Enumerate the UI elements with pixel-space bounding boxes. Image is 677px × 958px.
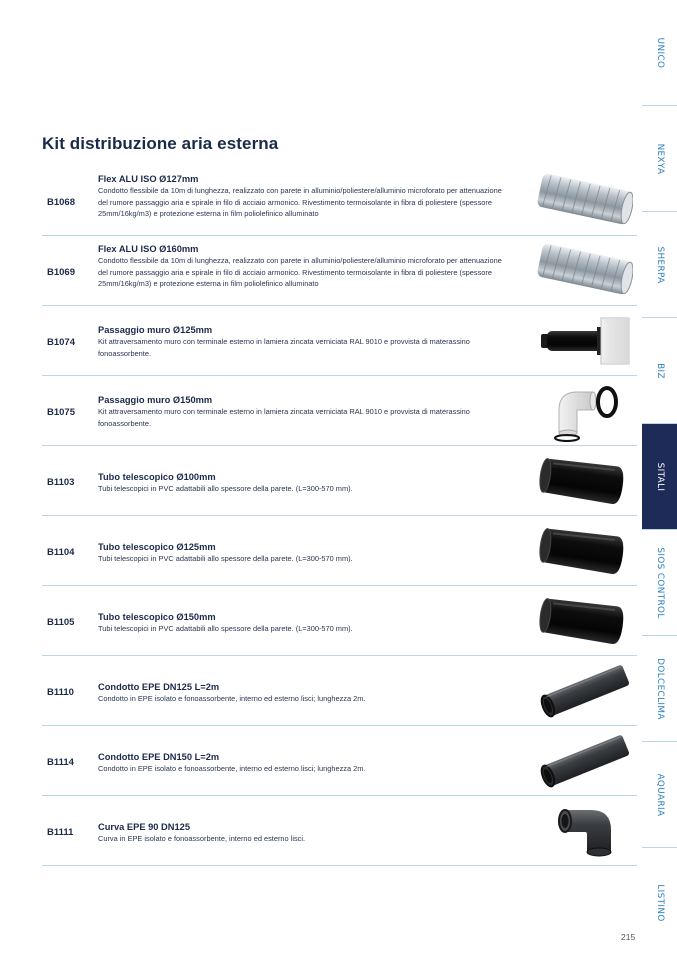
page-number: 215 (621, 932, 636, 942)
epe-pipe-icon (537, 730, 633, 792)
page-title: Kit distribuzione aria esterna (42, 134, 279, 153)
tab-unico[interactable] (642, 0, 677, 106)
tab-sios-control[interactable] (642, 530, 677, 636)
product-table (42, 166, 637, 866)
product-name: Tubo telescopico Ø150mm (98, 612, 216, 622)
product-name: Condotto EPE DN125 L=2m (98, 682, 220, 692)
tab-label: BIZ (654, 362, 665, 379)
product-code: B1105 (47, 617, 75, 628)
product-description: Condotto flessibile da 10m di lunghezza, realizzato con parete in alluminio/poliestere/alluminio microforato per attenuazione del rumore passaggio aria e spirale in filo di acciaio armonico. Rivestimento termoisolante in fibra di poliestere (spessore 25mm/16kg/m3) e protezione esterna in film poliolefinico alluminato (98, 256, 502, 289)
product-description: Curva in EPE isolato e fonoassorbente, interno ed esterno lisci. (98, 834, 306, 843)
tab-label: SIOS CONTROL (654, 546, 665, 619)
product-code: B1074 (47, 337, 75, 348)
flex-duct-icon (537, 238, 633, 300)
tab-dolceclima[interactable] (642, 636, 677, 742)
product-row (42, 796, 637, 866)
product-code: B1104 (47, 547, 75, 558)
product-row (42, 516, 637, 586)
product-row (42, 726, 637, 796)
product-name: Flex ALU ISO Ø160mm (98, 244, 199, 254)
product-description: Tubi telescopici in PVC adattabili allo spessore della parete. (L=300-570 mm). (98, 484, 353, 493)
product-description: Condotto in EPE isolato e fonoassorbente, interno ed esterno lisci; lunghezza 2m. (98, 764, 366, 773)
tab-label: SHERPA (654, 245, 665, 284)
epe-pipe-icon (537, 660, 633, 722)
tab-sitali[interactable] (642, 424, 677, 530)
tab-nexya[interactable] (642, 106, 677, 212)
product-description: Condotto in EPE isolato e fonoassorbente, interno ed esterno lisci; lunghezza 2m. (98, 694, 366, 703)
product-description: Tubi telescopici in PVC adattabili allo spessore della parete. (L=300-570 mm). (98, 554, 353, 563)
product-name: Condotto EPE DN150 L=2m (98, 752, 220, 762)
tab-label: SITALI (654, 462, 665, 491)
product-name: Flex ALU ISO Ø127mm (98, 174, 199, 184)
product-code: B1069 (47, 267, 75, 278)
tab-aquaria[interactable] (642, 742, 677, 848)
product-description: Kit attraversamento muro con terminale esterno in lamiera zincata verniciata RAL 9010 e provvista di materassino fonoassorbente. (98, 337, 470, 358)
product-name: Passaggio muro Ø125mm (98, 325, 213, 335)
tab-label: UNICO (654, 37, 665, 68)
product-name: Passaggio muro Ø150mm (98, 395, 213, 405)
product-code: B1111 (47, 827, 74, 838)
product-row (42, 656, 637, 726)
telescopic-tube-icon (537, 520, 633, 582)
product-row (42, 586, 637, 656)
telescopic-tube-icon (537, 590, 633, 652)
product-description: Tubi telescopici in PVC adattabili allo spessore della parete. (L=300-570 mm). (98, 624, 353, 633)
product-name: Tubo telescopico Ø125mm (98, 542, 216, 552)
section-sidebar (642, 0, 677, 958)
tab-sherpa[interactable] (642, 212, 677, 318)
telescopic-tube-icon (537, 450, 633, 512)
tab-label: LISTINO (654, 884, 665, 922)
product-name: Curva EPE 90 DN125 (98, 822, 190, 832)
product-row (42, 446, 637, 516)
product-code: B1075 (47, 407, 75, 418)
product-row (42, 236, 637, 306)
product-code: B1103 (47, 477, 75, 488)
product-code: B1114 (47, 757, 74, 768)
product-row (42, 376, 637, 446)
product-description: Condotto flessibile da 10m di lunghezza, realizzato con parete in alluminio/poliestere/alluminio microforato per attenuazione del rumore passaggio aria e spirale in filo di acciaio armonico. Rivestimento termoisolante in fibra di poliestere (spessore 25mm/16kg/m3) e protezione esterna in film poliolefinico alluminato (98, 186, 502, 219)
epe-elbow-icon (537, 800, 633, 862)
tab-label: NEXYA (654, 143, 665, 174)
tab-label: DOLCECLIMA (654, 657, 665, 720)
product-row (42, 166, 637, 236)
elbow-kit-icon (537, 380, 633, 442)
product-name: Tubo telescopico Ø100mm (98, 472, 216, 482)
product-row (42, 306, 637, 376)
product-code: B1110 (47, 687, 74, 698)
product-description: Kit attraversamento muro con terminale esterno in lamiera zincata verniciata RAL 9010 e provvista di materassino fonoassorbente. (98, 407, 470, 428)
tab-label: AQUARIA (654, 773, 665, 816)
wall-passage-icon (537, 310, 633, 372)
flex-duct-icon (537, 168, 633, 230)
tab-biz[interactable] (642, 318, 677, 424)
tab-listino[interactable] (642, 848, 677, 958)
product-code: B1068 (47, 197, 75, 208)
